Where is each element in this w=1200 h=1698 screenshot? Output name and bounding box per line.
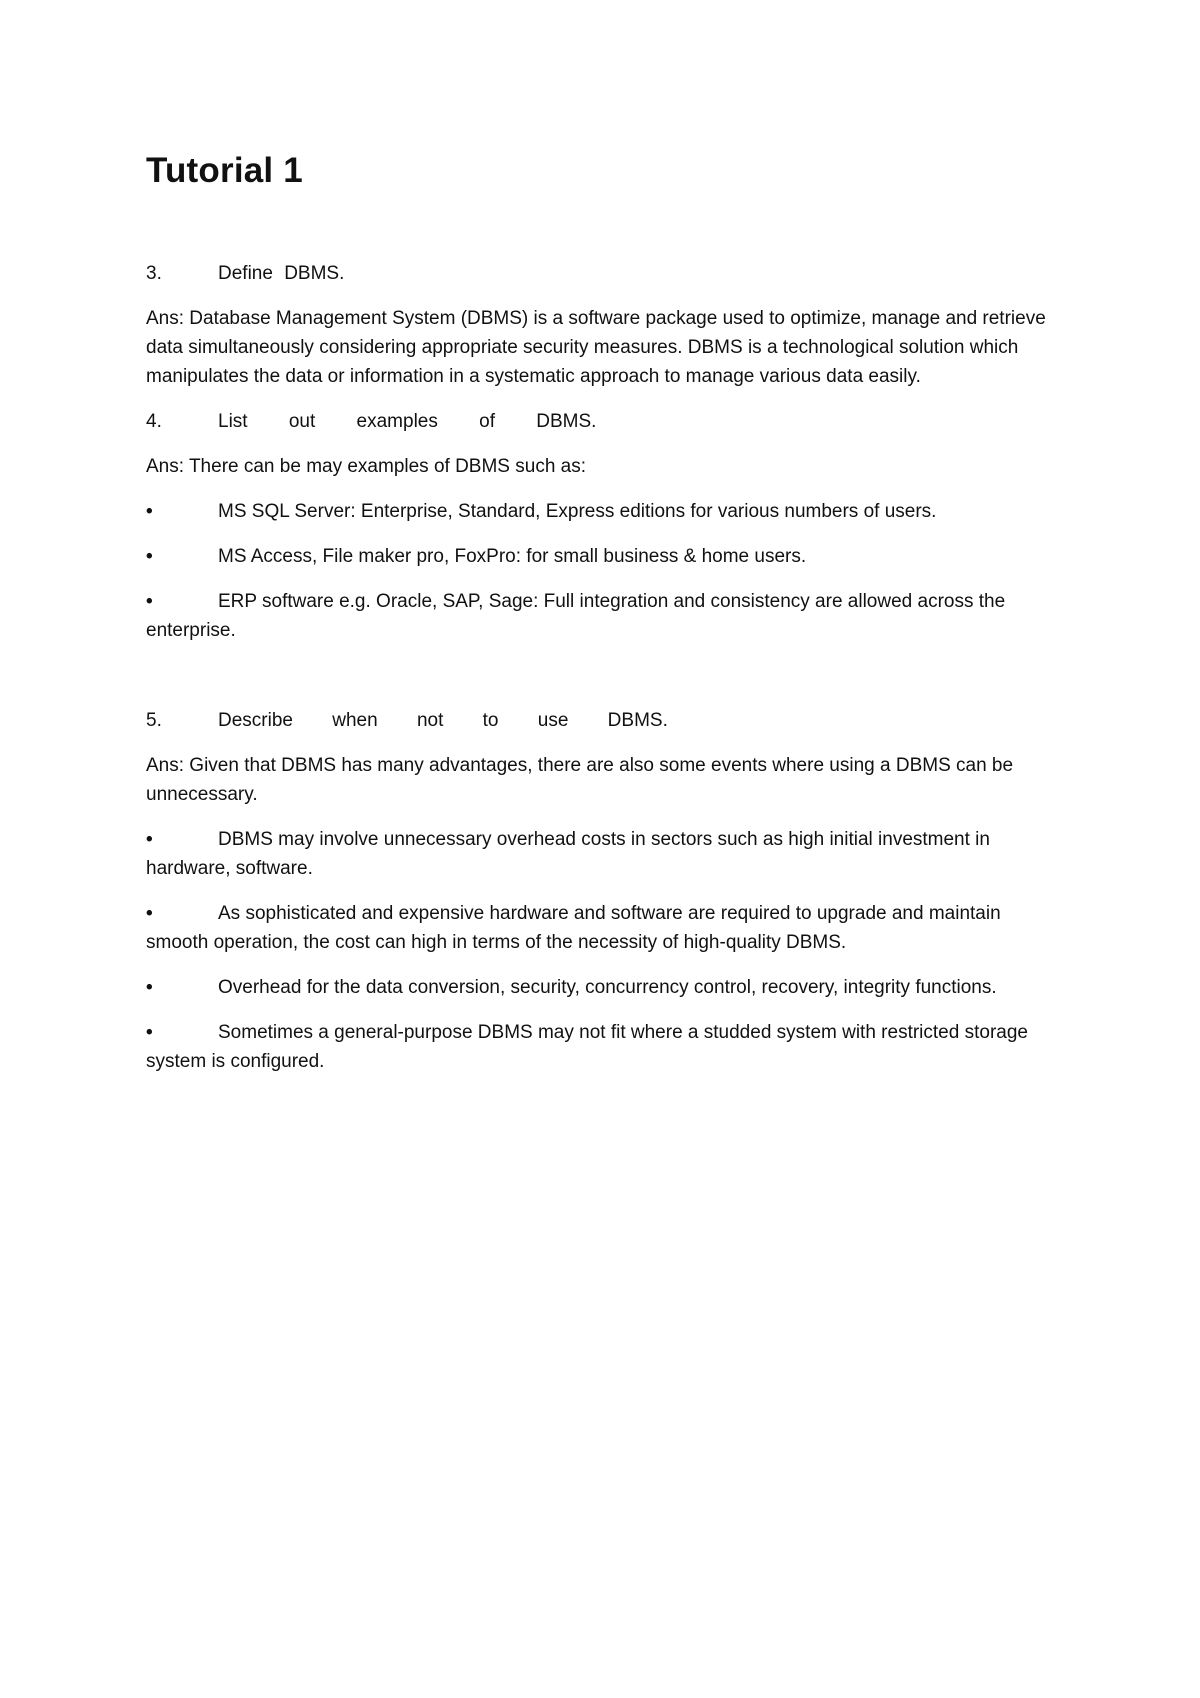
answer-3: Ans: Database Management System (DBMS) is a software package used to optimize, manage and retrieve data simultaneously considering appropriate security measures. DBMS is a technological solution which manipulates the data or information in a systematic approach to manage various data easily. <box>146 308 1046 387</box>
question-4 <box>146 407 1066 436</box>
bullet-icon: • <box>146 903 153 924</box>
section-spacer <box>146 661 1066 706</box>
list-item-text: Overhead for the data conversion, security, concurrency control, recovery, integrity functions. <box>218 977 997 998</box>
list-item-text: Sometimes a general-purpose DBMS may not fit where a studded system with restricted storage system is configured. <box>146 1022 1028 1072</box>
answer-4: Ans: There can be may examples of DBMS such as: <box>146 456 587 477</box>
list-item-text: DBMS may involve unnecessary overhead costs in sectors such as high initial investment in hardware, software. <box>146 829 990 879</box>
bullet-icon: • <box>146 829 153 850</box>
page-title: Tutorial 1 <box>146 151 303 190</box>
list-item <box>146 973 1066 1002</box>
answer-5: Ans: Given that DBMS has many advantages, there are also some events where using a DBMS can be unnecessary. <box>146 755 1014 805</box>
document-body <box>146 150 1066 1092</box>
bullet-icon: • <box>146 501 153 522</box>
question-5 <box>146 706 1066 735</box>
question-text: List out examples of DBMS. <box>218 411 597 432</box>
list-item <box>146 1018 1066 1076</box>
bullet-icon: • <box>146 1022 153 1043</box>
list-item <box>146 825 1066 883</box>
list-item <box>146 899 1066 957</box>
question-number: 3. <box>146 263 162 284</box>
question-number: 4. <box>146 411 162 432</box>
bullet-icon: • <box>146 546 153 567</box>
list-item-text: MS SQL Server: Enterprise, Standard, Express editions for various numbers of users. <box>218 501 937 522</box>
question-number: 5. <box>146 710 162 731</box>
question-3 <box>146 259 1066 288</box>
bullet-icon: • <box>146 591 153 612</box>
list-item <box>146 497 1066 526</box>
list-item <box>146 542 1066 571</box>
list-item <box>146 587 1066 645</box>
bullet-icon: • <box>146 977 153 998</box>
question-text: Describe when not to use DBMS. <box>218 710 668 731</box>
list-item-text: As sophisticated and expensive hardware and software are required to upgrade and maintain smooth operation, the cost can high in terms of the necessity of high-quality DBMS. <box>146 903 1001 953</box>
list-item-text: MS Access, File maker pro, FoxPro: for small business & home users. <box>218 546 807 567</box>
list-item-text: ERP software e.g. Oracle, SAP, Sage: Full integration and consistency are allowed across the enterprise. <box>146 591 1006 641</box>
question-text: Define DBMS. <box>218 263 345 284</box>
